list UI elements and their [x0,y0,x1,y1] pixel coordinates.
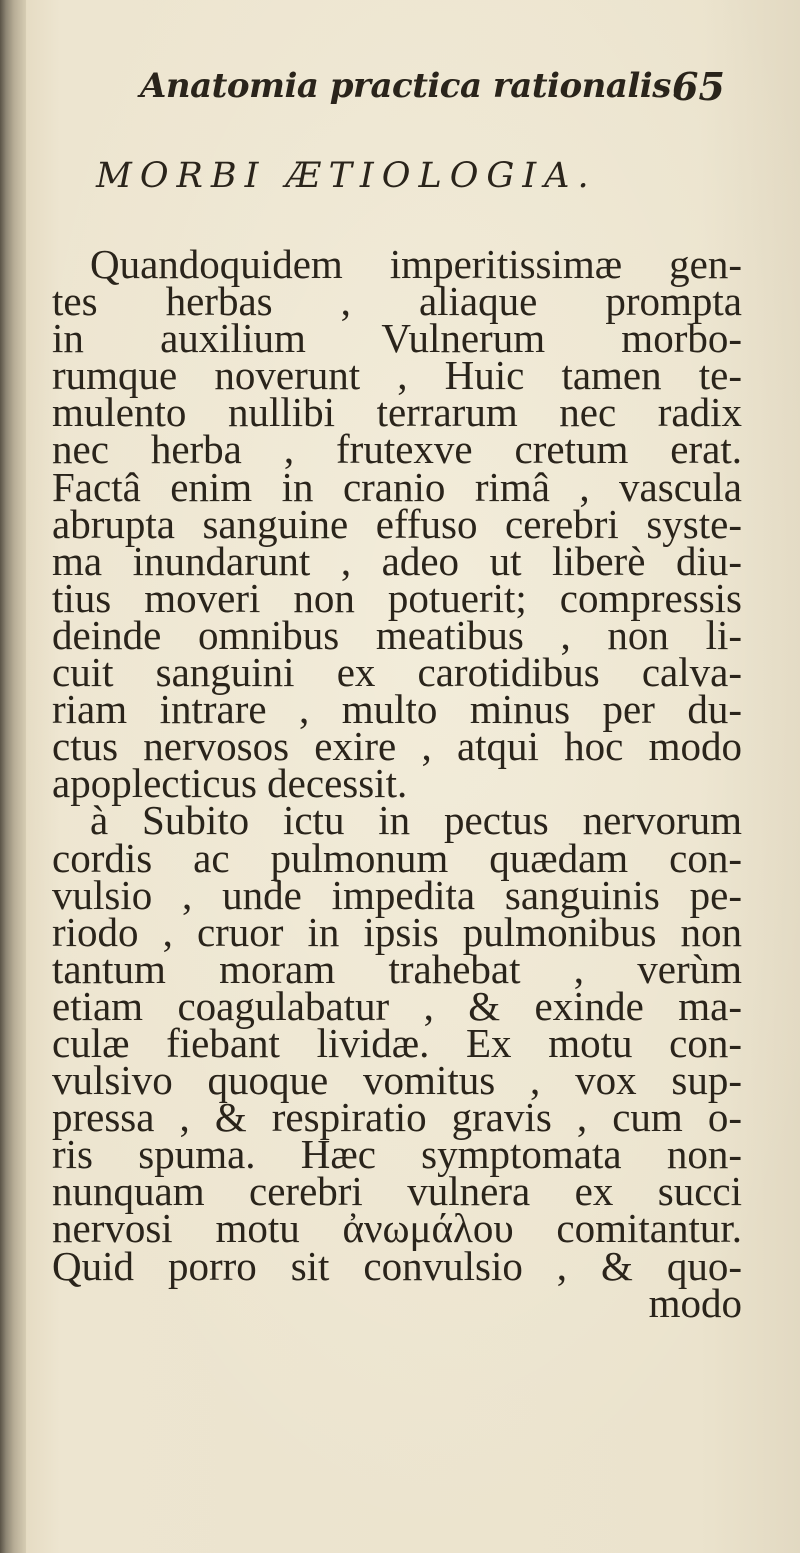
text-line: rumque noverunt , Huic tamen te- [52,352,742,399]
text-line: ris spuma. Hæc symptomata non- [52,1131,742,1178]
text-line: nunquam cerebri vulnera ex succi [52,1168,742,1215]
text-line: tes herbas , aliaque prompta [52,278,742,325]
text-line: nervosi motu ἀνωμάλου comitantur. [52,1205,742,1252]
page-number: 65 [672,64,725,109]
text-line: nec herba , frutexve cretum erat. [52,426,742,473]
text-line: ma inundarunt , adeo ut liberè diu- [52,537,742,584]
text-line: vulsivo quoque vomitus , vox sup- [52,1057,742,1104]
text-line: mulento nullibi terrarum nec radix [52,389,742,436]
text-line: cordis ac pulmonum quædam con- [52,834,742,881]
text-line: etiam coagulabatur , & exinde ma- [52,982,742,1029]
text-line: in auxilium Vulnerum morbo- [52,315,742,362]
text-line: Quandoquidem imperitissimæ gen- [90,241,742,287]
text-line: pressa , & respiratio gravis , cum o- [52,1094,742,1141]
running-head: Anatomia practica rationalis. [140,66,683,106]
section-heading: MORBI ÆTIOLOGIA. [96,156,597,196]
text-line: abrupta sanguine effuso cerebri syste- [52,500,742,547]
catchword: modo [648,1279,742,1326]
text-line: ctus nervosos exire , atqui hoc modo [52,723,742,770]
text-line: apoplecticus decessit. [52,760,408,807]
text-line: culæ fiebant lividæ. Ex motu con- [52,1019,742,1066]
text-line: à Subito ictu in pectus nervorum [90,797,742,844]
text-line: riodo , cruor in ipsis pulmonibus non [52,908,742,955]
text-line: deinde omnibus meatibus , non li- [52,611,742,658]
text-line: riam intrare , multo minus per du- [52,686,742,733]
text-line: tius moveri non potuerit; compressis [52,574,742,621]
text-line: vulsio , unde impedita sanguinis pe- [52,871,742,918]
page-gutter [0,0,26,1553]
text-line: tantum moram trahebat , verùm [52,945,742,992]
body-text [52,241,742,1326]
text-line: Factâ enim in cranio rimâ , vascula [52,463,742,510]
text-line: cuit sanguini ex carotidibus calva- [52,649,742,696]
text-line: Quid porro sit convulsio , & quo- [52,1242,742,1289]
